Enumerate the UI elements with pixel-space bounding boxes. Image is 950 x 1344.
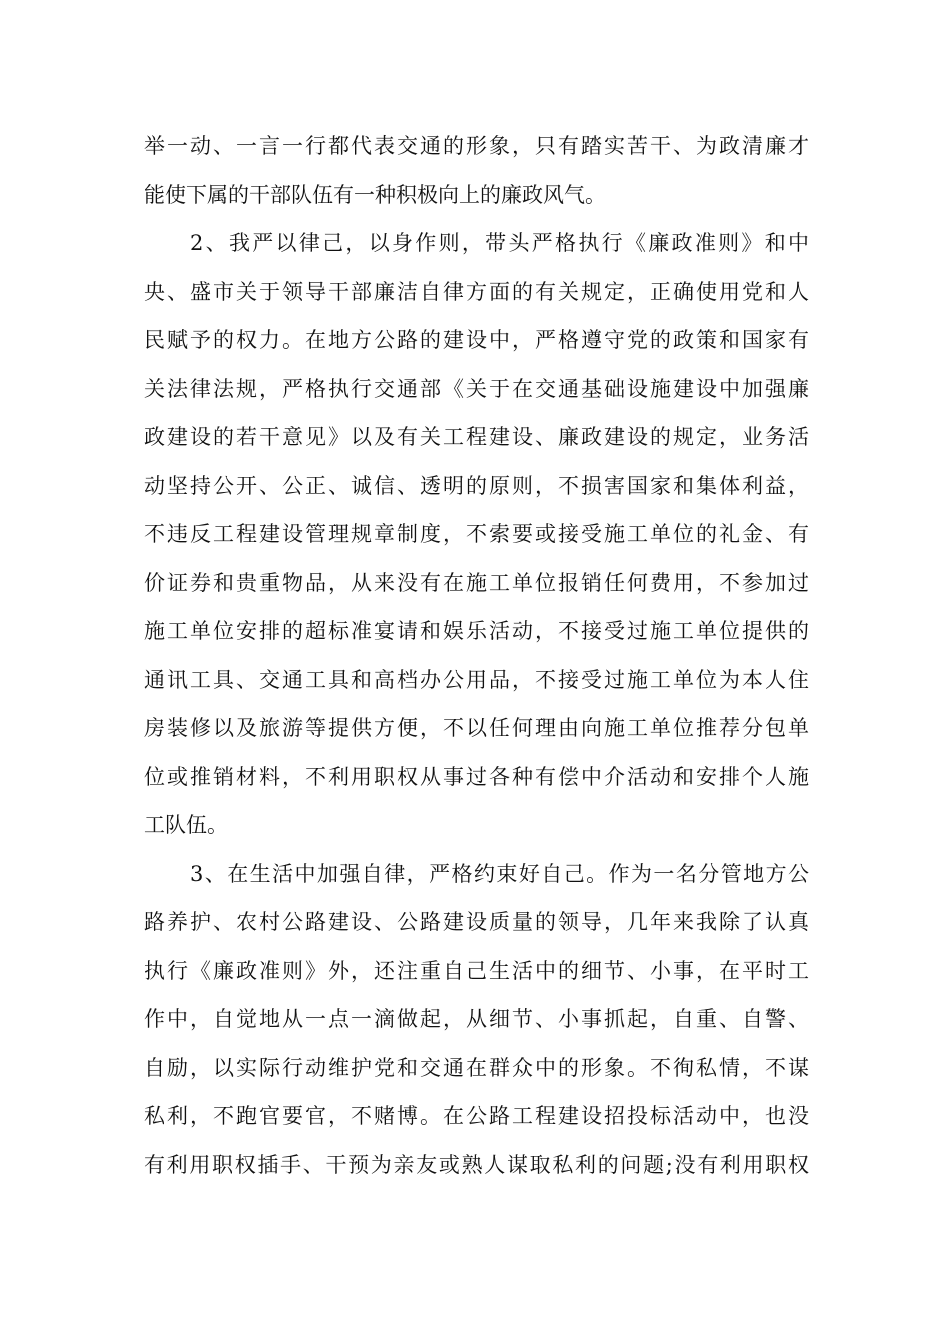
text-line: 工队伍。 xyxy=(144,813,228,837)
text-line: 价证券和贵重物品，从来没有在施工单位报销任何费用，不参加过 xyxy=(144,570,809,595)
text-line: 民赋予的权力。在地方公路的建设中，严格遵守党的政策和国家有 xyxy=(144,328,809,352)
paragraph-3-first-line: 3、在生活中加强自律，严格约束好自己。作为一名分管地方公 xyxy=(190,861,809,886)
text-line: 举一动、一言一行都代表交通的形象，只有踏实苦干、为政清廉才 xyxy=(144,134,809,158)
text-line: 央、盛市关于领导干部廉洁自律方面的有关规定，正确使用党和人 xyxy=(144,279,809,304)
text-line: 能使下属的干部队伍有一种积极向上的廉政风气。 xyxy=(144,182,606,207)
text-line: 不违反工程建设管理规章制度，不索要或接受施工单位的礼金、有 xyxy=(144,522,809,546)
text-line: 位或推销材料，不利用职权从事过各种有偿中介活动和安排个人施 xyxy=(144,764,809,789)
text-line: 政建设的若干意见》以及有关工程建设、廉政建设的规定，业务活 xyxy=(144,425,809,449)
text-line: 施工单位安排的超标准宴请和娱乐活动，不接受过施工单位提供的 xyxy=(144,619,809,643)
text-line: 作中，自觉地从一点一滴做起，从细节、小事抓起，自重、自警、 xyxy=(144,1007,809,1031)
paragraph-2-first-line: 2、我严以律己，以身作则，带头严格执行《廉政准则》和中 xyxy=(190,231,809,255)
text-line: 执行《廉政准则》外，还注重自己生活中的细节、小事，在平时工 xyxy=(144,958,809,983)
text-line: 通讯工具、交通工具和高档办公用品，不接受过施工单位为本人住 xyxy=(144,667,809,692)
text-line: 动坚持公开、公正、诚信、透明的原则，不损害国家和集体利益， xyxy=(144,473,809,498)
text-line: 私利，不跑官要官，不赌博。在公路工程建设招投标活动中，也没 xyxy=(144,1104,809,1128)
document-body xyxy=(144,128,809,1195)
text-line: 有利用职权插手、干预为亲友或熟人谋取私利的问题;没有利用职权 xyxy=(144,1152,809,1177)
text-line: 自励，以实际行动维护党和交通在群众中的形象。不徇私情，不谋 xyxy=(144,1055,809,1080)
text-line: 路养护、农村公路建设、公路建设质量的领导，几年来我除了认真 xyxy=(144,910,809,934)
text-line: 关法律法规，严格执行交通部《关于在交通基础设施建设中加强廉 xyxy=(144,376,809,401)
text-line: 房装修以及旅游等提供方便，不以任何理由向施工单位推荐分包单 xyxy=(144,716,809,740)
